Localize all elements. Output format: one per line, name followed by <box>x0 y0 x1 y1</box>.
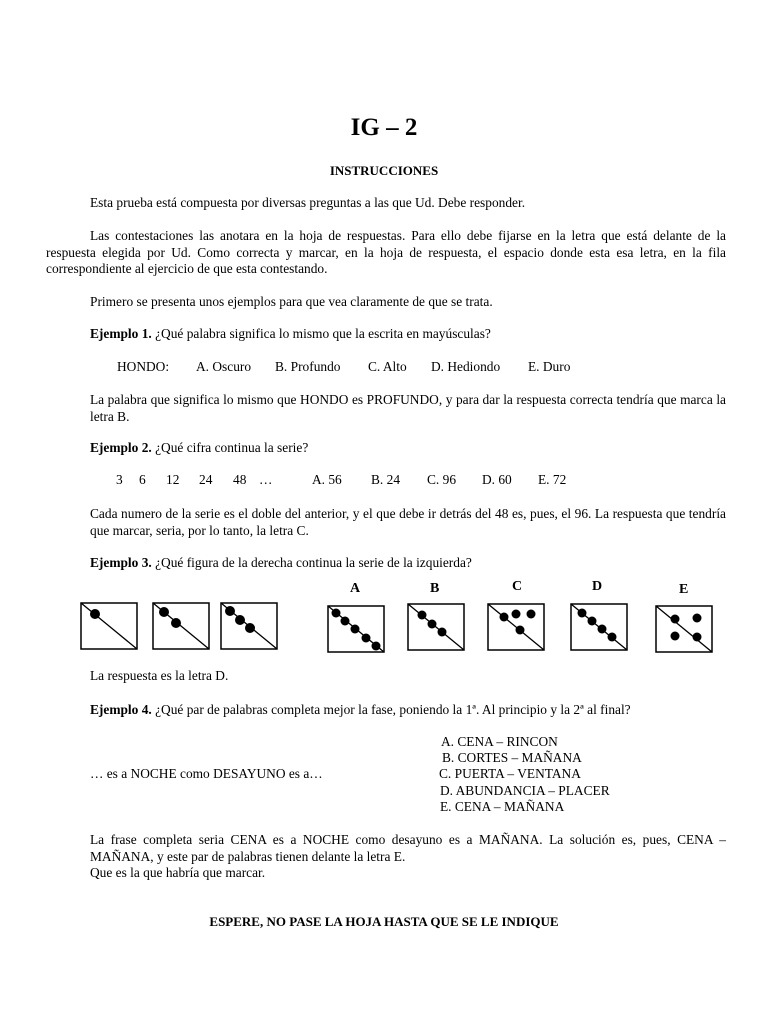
option-figure-b <box>408 604 464 650</box>
footer-warning: ESPERE, NO PASE LA HOJA HASTA QUE SE LE INDIQUE <box>209 914 559 929</box>
figure-option-label-b: B <box>430 581 440 596</box>
figure-option-label-e: E <box>679 582 689 597</box>
example-2-explanation: Cada numero de la serie es el doble del anterior, y el que debe ir detrás del 48 es, pues, el 96. La respuesta que tendría que marcar, seria, por lo tanto, la letra C. <box>90 506 726 538</box>
example-4-option-a: A. CENA – RINCON <box>441 734 558 749</box>
series-number: 12 <box>166 472 180 487</box>
option-figure-c <box>488 604 544 650</box>
intro-paragraph-2: Las contestaciones las anotara en la hoja de respuestas. Para ello debe fijarse en la letra que está delante de la respuesta elegida por Ud. Como correcta y marcar, en la hoja de respuesta, el espacio donde esta esa letra, en la fila correspondiente al ejercicio de que esta contestando. <box>46 228 726 276</box>
example-1-options <box>0 359 768 377</box>
example-1-option-b: B. Profundo <box>275 359 341 374</box>
example-1-explanation: La palabra que significa lo mismo que HONDO es PROFUNDO, y para dar la respuesta correcta tendría que marca la letra B. <box>90 392 726 424</box>
example-1-word: HONDO: <box>117 359 170 374</box>
example-1-option-d: D. Hediondo <box>431 359 501 374</box>
example-4-explanation: La frase completa seria CENA es a NOCHE como desayuno es a MAÑANA. La solución es, pues, CENA – MAÑANA, y este par de palabras tienen delante la letra E. <box>90 832 726 864</box>
example-2-text: ¿Qué cifra continua la serie? <box>155 440 309 455</box>
figure-option-label-c: C <box>512 579 523 594</box>
example-2-option-a: A. 56 <box>312 472 342 487</box>
example-2-option-c: C. 96 <box>427 472 457 487</box>
example-2-option-b: B. 24 <box>371 472 401 487</box>
figure-option-label-a: A <box>350 581 361 596</box>
example-3-label: Ejemplo 3. <box>90 555 152 570</box>
example-4-text: ¿Qué par de palabras completa mejor la fase, poniendo la 1ª. Al principio y la 2ª al final? <box>155 702 631 717</box>
example-4-prompt: … es a NOCHE como DESAYUNO es a… <box>90 766 323 781</box>
example-1-option-c: C. Alto <box>368 359 407 374</box>
example-3-answer: La respuesta es la letra D. <box>90 668 229 683</box>
example-1-label: Ejemplo 1. <box>90 326 152 341</box>
example-4-question <box>90 702 750 719</box>
figure-series <box>80 598 720 654</box>
example-2-question <box>90 440 730 457</box>
example-1-option-e: E. Duro <box>528 359 571 374</box>
example-2-option-e: E. 72 <box>538 472 567 487</box>
figure-option-label-d: D <box>592 579 603 594</box>
example-4-explanation-2: Que es la que habría que marcar. <box>90 865 266 880</box>
example-4-option-c: C. PUERTA – VENTANA <box>439 766 581 781</box>
example-4-option-b: B. CORTES – MAÑANA <box>442 750 582 765</box>
example-1-option-a: A. Oscuro <box>196 359 252 374</box>
example-4-label: Ejemplo 4. <box>90 702 152 717</box>
example-2-options <box>0 472 768 490</box>
example-3-text: ¿Qué figura de la derecha continua la serie de la izquierda? <box>155 555 472 570</box>
series-ellipsis: … <box>259 472 273 487</box>
series-figure-1 <box>81 603 137 649</box>
example-2-option-d: D. 60 <box>482 472 512 487</box>
option-figure-d <box>571 604 627 650</box>
example-3-question <box>90 555 730 572</box>
example-1-question <box>90 326 730 343</box>
instructions-heading: INSTRUCCIONES <box>329 163 439 178</box>
series-number: 3 <box>116 472 123 487</box>
series-number: 48 <box>233 472 247 487</box>
page-title: IG – 2 <box>350 114 418 141</box>
series-figure-2 <box>153 603 209 649</box>
example-1-text: ¿Qué palabra significa lo mismo que la escrita en mayúsculas? <box>155 326 491 341</box>
example-4-option-e: E. CENA – MAÑANA <box>440 799 565 814</box>
series-number: 6 <box>139 472 146 487</box>
option-figure-a <box>328 606 384 652</box>
series-figure-3 <box>221 603 277 649</box>
example-4-option-d: D. ABUNDANCIA – PLACER <box>440 783 610 798</box>
intro-paragraph-1: Esta prueba está compuesta por diversas preguntas a las que Ud. Debe responder. <box>90 195 526 210</box>
example-2-label: Ejemplo 2. <box>90 440 152 455</box>
intro-paragraph-3: Primero se presenta unos ejemplos para que vea claramente de que se trata. <box>90 294 493 309</box>
series-number: 24 <box>199 472 213 487</box>
option-figure-e <box>656 606 712 652</box>
example-4-options <box>0 734 768 818</box>
